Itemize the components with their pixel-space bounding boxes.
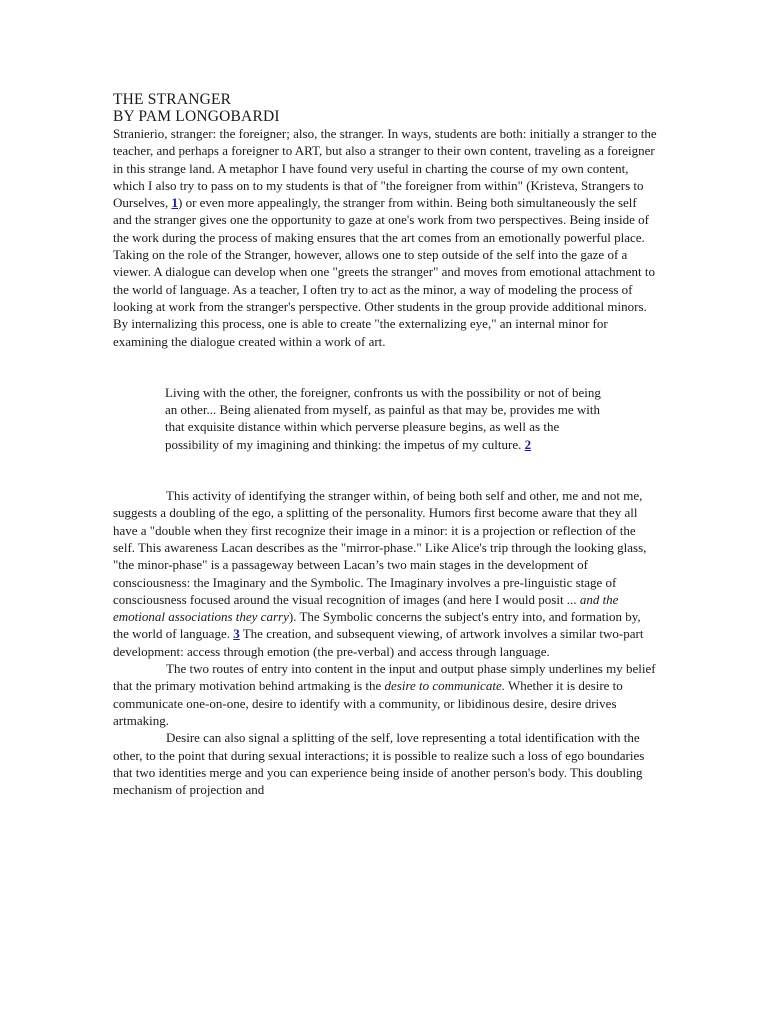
footnote-link-2[interactable]: 2: [524, 436, 532, 452]
block-quote: [165, 350, 605, 453]
paragraph-intro-part-a: Stranierio, stranger: the foreigner; also, the stranger. In ways, students are both: initially a stranger to the teacher, and perhaps a foreigner to ART, but also a stranger to their own content, traveling as a foreigner in this strange land. A metaphor I have found very useful in charting the course of my own content, which I also try to pass on to my students is that of "the foreigner from within" (Kristeva, Strangers to Ourselves,: [113, 126, 657, 211]
title-line-1: THE STRANGER: [113, 91, 232, 108]
paragraph-intro-part-b: ) or even more appealingly, the stranger from within. Being both simultaneously the self and the stranger gives one the opportunity to gaze at one's work from two perspectives. Being inside of the work during the process of making ensures that the art comes from an emotionally powerful place. Taking on the role of the Stranger, however, allows one to step outside of the self into the gaze of a viewer. A dialogue can develop when one "greets the stranger" and moves from emotional attachment to the world of language. As a teacher, I often try to act as the minor, a way of modeling the process of looking at work from the stranger's perspective. Other students in the group provide additional minors. By internalizing this process, one is able to create "the externalizing eye," an internal minor for examining the dialogue created within a work of art.: [113, 195, 656, 349]
document-page: [113, 91, 658, 798]
paragraph-3-part-a: The two routes of entry into content in the input and output phase simply underlines my belief that the primary motivation behind artmaking is the: [113, 661, 656, 694]
footnote-link-1[interactable]: 1: [171, 195, 178, 211]
paragraph-3-emphasis: desire to communicate.: [384, 678, 505, 694]
paragraph-3-part-b: Whether it is desire to communicate one-on-one, desire to identify with a community, or libidinous desire, desire drives artmaking.: [113, 678, 623, 728]
document-title: [113, 91, 658, 125]
paragraph-intro: [113, 125, 658, 350]
paragraph-2-part-a: This activity of identifying the stranger within, of being both self and other, me and not me, suggests a doubling of the ego, a splitting of the personality. Humors first become aware that they all have a "double when they first recognize their image in a minor: it is a projection or reflection of the self. This awareness Lacan describes as the "mirror-phase." Like Alice's trip through the looking glass, "the minor-phase" is a passageway between Lacan’s two main stages in the development of consciousness: the Imaginary and the Symbolic. The Imaginary involves a pre-linguistic stage of consciousness focused around the visual recognition of images (and here I would posit ...: [113, 488, 647, 607]
paragraph-stranger-within: [113, 487, 658, 660]
paragraph-desire: Desire can also signal a splitting of the self, love representing a total identification with the other, to the point that during sexual interactions; it is possible to realize such a loss of ego boundaries that two identities merge and you can experience being inside of another person's body. This doubling mechanism of projection and: [113, 730, 645, 798]
footnote-link-3[interactable]: 3: [233, 626, 240, 642]
paragraph-2-part-c: The creation, and subsequent viewing, of artwork involves a similar two-part development: access through emotion (the pre-verbal) and access through language.: [113, 626, 644, 659]
block-quote-text: Living with the other, the foreigner, confronts us with the possibility or not of being an other... Being alienated from myself, as painful as that may be, provides me with that exquisite distance within which perverse pleasure begins, as well as the possibility of my imagining and thinking: the impetus of my culture.: [165, 384, 601, 452]
paragraph-2-part-b: ). The Symbolic concerns the subject's entry into, and formation by, the world of language.: [113, 609, 641, 642]
paragraph-two-routes: [113, 660, 658, 729]
paragraph-2-emphasis: and the emotional associations they carry: [113, 591, 619, 625]
title-line-2: BY PAM LONGOBARDI: [113, 108, 280, 125]
